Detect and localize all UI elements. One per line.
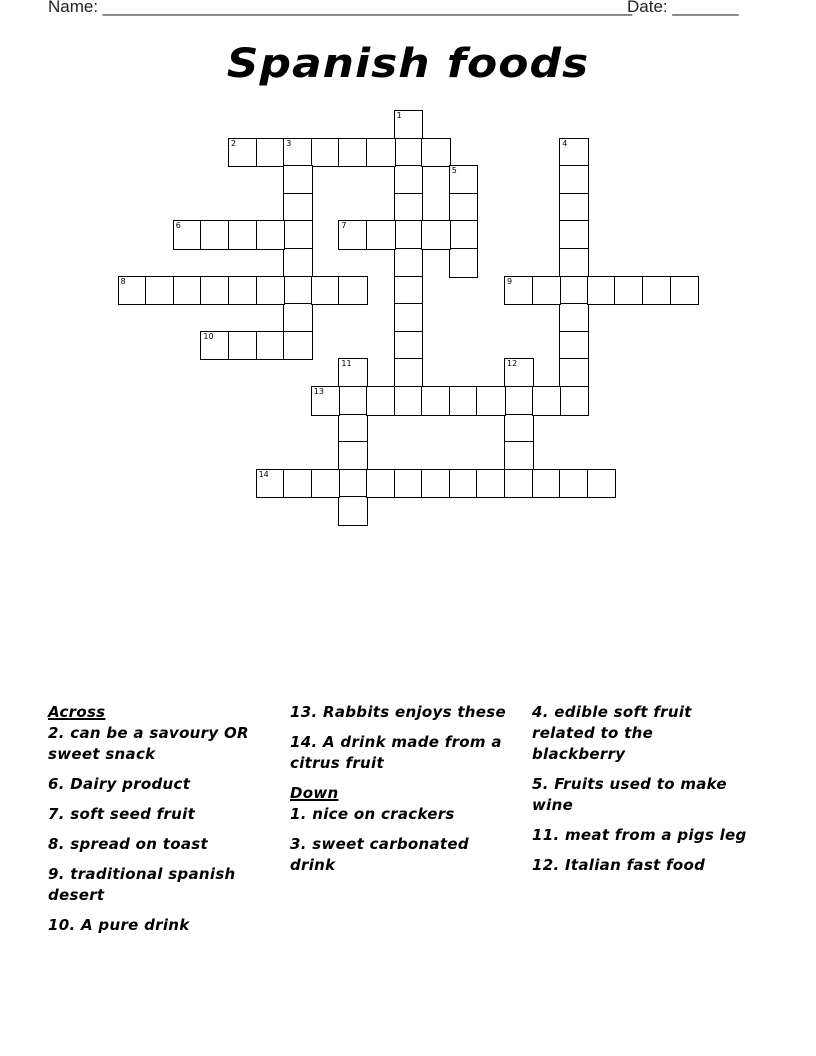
crossword-cell[interactable] bbox=[256, 469, 286, 499]
crossword-cell[interactable] bbox=[338, 469, 368, 499]
crossword-cell[interactable] bbox=[311, 386, 341, 416]
crossword-cell[interactable] bbox=[449, 165, 479, 195]
crossword-cell[interactable] bbox=[228, 331, 258, 361]
clue-down-3: 3. sweet carbonated drink bbox=[290, 835, 469, 874]
clue-number: 6 bbox=[175, 221, 181, 231]
crossword-cell[interactable] bbox=[394, 386, 424, 416]
crossword-cell[interactable] bbox=[338, 496, 368, 526]
clue-number: 9 bbox=[507, 276, 513, 286]
clue-across-14: 14. A drink made from a citrus fruit bbox=[290, 733, 502, 772]
crossword-cell[interactable] bbox=[504, 441, 534, 471]
crossword-cell[interactable] bbox=[587, 469, 617, 499]
clue-number: 13 bbox=[313, 387, 324, 396]
crossword-cell[interactable] bbox=[283, 220, 313, 250]
crossword-cell[interactable] bbox=[366, 220, 396, 250]
crossword-cell[interactable] bbox=[642, 276, 672, 306]
crossword-cell[interactable] bbox=[421, 138, 451, 168]
crossword-cell[interactable] bbox=[338, 441, 368, 471]
clue-across-10: 10. A pure drink bbox=[48, 916, 190, 934]
crossword-cell[interactable] bbox=[559, 469, 589, 499]
crossword-cell[interactable] bbox=[283, 331, 313, 361]
crossword-cell[interactable] bbox=[173, 276, 203, 306]
crossword-cell[interactable] bbox=[394, 276, 424, 306]
crossword-cell[interactable] bbox=[394, 331, 424, 361]
clue-down-4: 4. edible soft fruit related to the blackberry bbox=[532, 703, 692, 763]
crossword-cell[interactable] bbox=[256, 276, 286, 306]
clue-across-7: 7. soft seed fruit bbox=[48, 805, 196, 823]
crossword-cell[interactable] bbox=[283, 165, 313, 195]
crossword-cell[interactable] bbox=[449, 193, 479, 223]
crossword-cell[interactable] bbox=[311, 138, 341, 168]
name-field-label[interactable]: Name: ________________________________________________________ bbox=[48, 0, 633, 16]
clue-down-11: 11. meat from a pigs leg bbox=[532, 826, 747, 844]
clue-column-2 bbox=[290, 702, 508, 885]
crossword-cell[interactable] bbox=[366, 138, 396, 168]
clue-across-6: 6. Dairy product bbox=[48, 775, 191, 793]
crossword-cell[interactable] bbox=[394, 303, 424, 333]
crossword-cell[interactable] bbox=[338, 414, 368, 444]
crossword-cell[interactable] bbox=[394, 358, 424, 388]
crossword-cell[interactable] bbox=[283, 469, 313, 499]
crossword-cell[interactable] bbox=[366, 386, 396, 416]
crossword-cell[interactable] bbox=[394, 165, 424, 195]
crossword-cell[interactable] bbox=[256, 331, 286, 361]
clue-across-8: 8. spread on toast bbox=[48, 835, 208, 853]
clue-number: 2 bbox=[231, 138, 237, 148]
crossword-cell[interactable] bbox=[449, 248, 479, 278]
crossword-cell[interactable] bbox=[338, 386, 368, 416]
crossword-cell[interactable] bbox=[311, 276, 341, 306]
crossword-cell[interactable] bbox=[504, 358, 534, 388]
crossword-cell[interactable] bbox=[421, 220, 451, 250]
down-heading: Down bbox=[290, 784, 339, 802]
crossword-cell[interactable] bbox=[311, 469, 341, 499]
crossword-cell[interactable] bbox=[394, 138, 424, 168]
clue-number: 10 bbox=[203, 331, 214, 341]
crossword-cell[interactable] bbox=[145, 276, 175, 306]
crossword-cell[interactable] bbox=[559, 303, 589, 333]
clue-down-1: 1. nice on crackers bbox=[290, 805, 455, 823]
crossword-cell[interactable] bbox=[559, 220, 589, 250]
crossword-cell[interactable] bbox=[118, 276, 148, 306]
clue-number: 3 bbox=[286, 138, 292, 148]
crossword-cell[interactable] bbox=[338, 358, 368, 388]
clue-number: 12 bbox=[507, 359, 518, 369]
crossword-cell[interactable] bbox=[338, 276, 368, 306]
crossword-cell[interactable] bbox=[449, 220, 479, 250]
crossword-cell[interactable] bbox=[449, 469, 479, 499]
crossword-cell[interactable] bbox=[421, 386, 451, 416]
crossword-cell[interactable] bbox=[559, 193, 589, 223]
clue-number: 5 bbox=[451, 166, 457, 176]
clue-across-13: 13. Rabbits enjoys these bbox=[290, 703, 506, 721]
crossword-cell[interactable] bbox=[587, 276, 617, 306]
crossword-cell[interactable] bbox=[228, 138, 258, 168]
crossword-cell[interactable] bbox=[394, 469, 424, 499]
crossword-cell[interactable] bbox=[366, 469, 396, 499]
clue-down-5: 5. Fruits used to make wine bbox=[532, 775, 727, 814]
crossword-cell[interactable] bbox=[256, 138, 286, 168]
crossword-cell[interactable] bbox=[283, 248, 313, 278]
clue-down-12: 12. Italian fast food bbox=[532, 856, 706, 874]
crossword-cell[interactable] bbox=[394, 193, 424, 223]
clue-number: 4 bbox=[562, 138, 568, 148]
crossword-cell[interactable] bbox=[449, 386, 479, 416]
puzzle-title: Spanish foods bbox=[226, 40, 590, 87]
crossword-cell[interactable] bbox=[394, 110, 424, 140]
crossword-cell[interactable] bbox=[228, 276, 258, 306]
clue-number: 1 bbox=[396, 111, 402, 120]
crossword-cell[interactable] bbox=[394, 220, 424, 250]
crossword-cell[interactable] bbox=[670, 276, 700, 306]
crossword-cell[interactable] bbox=[532, 276, 562, 306]
crossword-cell[interactable] bbox=[283, 193, 313, 223]
clue-across-9: 9. traditional spanish desert bbox=[48, 865, 236, 904]
crossword-cell[interactable] bbox=[504, 276, 534, 306]
crossword-cell[interactable] bbox=[559, 358, 589, 388]
crossword-cell[interactable] bbox=[559, 276, 589, 306]
crossword-cell[interactable] bbox=[559, 165, 589, 195]
clue-number: 8 bbox=[120, 276, 126, 286]
clue-column-3 bbox=[532, 702, 750, 885]
crossword-cell[interactable] bbox=[504, 469, 534, 499]
crossword-cell[interactable] bbox=[283, 276, 313, 306]
crossword-cell[interactable] bbox=[283, 138, 313, 168]
clue-across-2: 2. can be a savoury OR sweet snack bbox=[48, 724, 249, 763]
crossword-cell[interactable] bbox=[559, 331, 589, 361]
date-field-label[interactable]: Date: _______ bbox=[627, 0, 739, 16]
crossword-cell[interactable] bbox=[200, 276, 230, 306]
crossword-cell[interactable] bbox=[228, 220, 258, 250]
crossword-cell[interactable] bbox=[256, 220, 286, 250]
crossword-cell[interactable] bbox=[559, 386, 589, 416]
crossword-cell[interactable] bbox=[532, 469, 562, 499]
crossword-cell[interactable] bbox=[476, 469, 506, 499]
crossword-cell[interactable] bbox=[504, 386, 534, 416]
crossword-cell[interactable] bbox=[173, 220, 203, 250]
clue-column-1 bbox=[48, 702, 266, 945]
crossword-cell[interactable] bbox=[504, 414, 534, 444]
crossword-cell[interactable] bbox=[338, 220, 368, 250]
crossword-cell[interactable] bbox=[476, 386, 506, 416]
clue-number: 14 bbox=[258, 469, 269, 479]
crossword-cell[interactable] bbox=[614, 276, 644, 306]
crossword-cell[interactable] bbox=[394, 248, 424, 278]
clue-number: 7 bbox=[341, 221, 347, 231]
crossword-cell[interactable] bbox=[559, 248, 589, 278]
crossword-cell[interactable] bbox=[338, 138, 368, 168]
across-heading: Across bbox=[48, 703, 106, 721]
crossword-cell[interactable] bbox=[559, 138, 589, 168]
crossword-cell[interactable] bbox=[283, 303, 313, 333]
crossword-cell[interactable] bbox=[421, 469, 451, 499]
crossword-cell[interactable] bbox=[532, 386, 562, 416]
clue-number: 11 bbox=[341, 359, 352, 369]
crossword-cell[interactable] bbox=[200, 331, 230, 361]
crossword-cell[interactable] bbox=[200, 220, 230, 250]
